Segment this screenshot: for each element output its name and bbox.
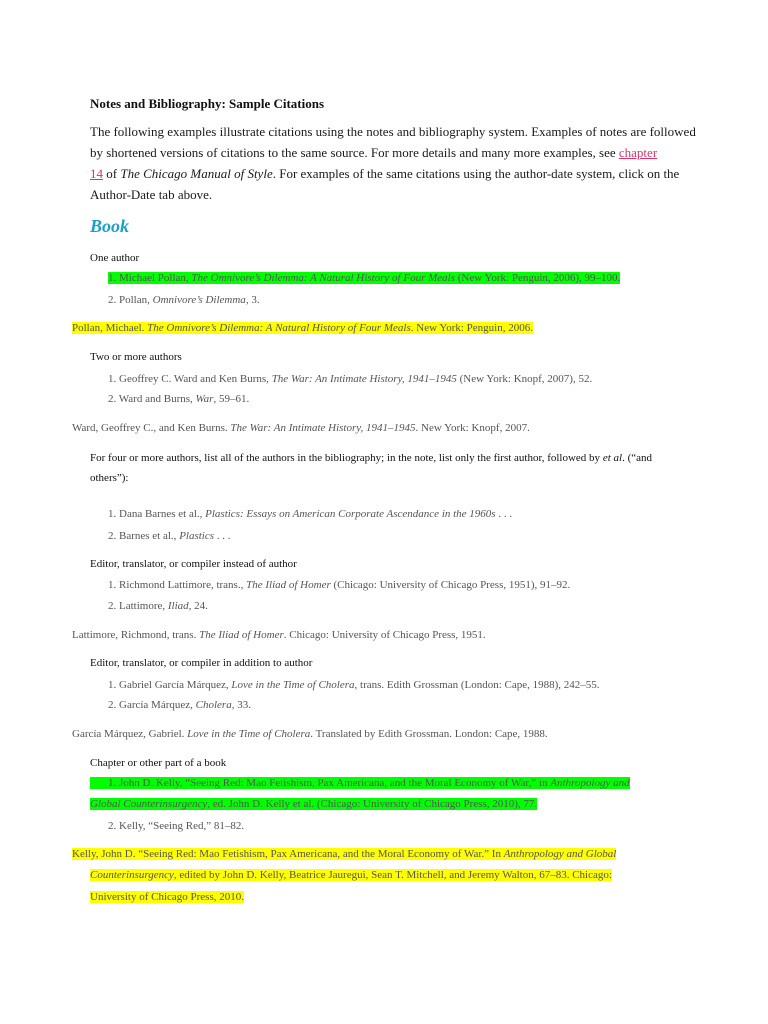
bib-text: Pollan, Michael. [72, 322, 148, 334]
para-text: For four or more authors, list all of the authors in the bibliography; in the note, list only the first author, followed by [90, 452, 603, 464]
highlight-green [90, 798, 537, 810]
note-one-author-2 [108, 294, 260, 306]
note-text: 2. García Márquez, [108, 699, 196, 711]
note-two-authors-2 [108, 393, 249, 405]
intro-of: of [103, 166, 121, 181]
intro-line-2 [90, 145, 657, 161]
bib-text: Kelly, John D. “Seeing Red: Mao Fetishism, Pax Americana, and the Moral Economy of War.” In [72, 848, 504, 860]
bib-text: . Translated by Edith Grossman. London: Cape, 1988. [310, 728, 548, 740]
note-text: 2. Barnes et al., [108, 530, 180, 542]
note-text: 1. John D. Kelly, “Seeing Red: Mao Fetishism, Pax Americana, and the Moral Economy of War,” in [108, 777, 551, 789]
bib-title: Anthropology and Global [503, 848, 617, 860]
bib-chapter-line-3 [90, 891, 244, 903]
intro-text-post: . For examples of the same citations using the author-date system, click on the [272, 166, 680, 181]
note-title: War [195, 393, 214, 405]
note-text: , ed. John D. Kelly et al. (Chicago: University of Chicago Press, 2010), 77. [207, 798, 538, 810]
note-title: Iliad [167, 600, 189, 612]
bib-title: The War: An Intimate History, 1941–1945 [230, 422, 416, 434]
note-editor-2 [108, 600, 208, 612]
bib-two-authors [72, 422, 530, 434]
note-text: , 33. [231, 699, 251, 711]
bib-text: . New York: Knopf, 2007. [415, 422, 530, 434]
note-one-author-1 [108, 272, 620, 284]
bib-title: Love in the Time of Cholera [187, 728, 311, 740]
note-text: 1. Geoffrey C. Ward and Ken Burns, [108, 373, 272, 385]
note-text: 2. Ward and Burns, [108, 393, 196, 405]
bib-text: Ward, Geoffrey C., and Ken Burns. [72, 422, 231, 434]
note-text: , trans. Edith Grossman (London: Cape, 1988), 242–55. [354, 679, 600, 691]
note-title: Plastics [179, 530, 215, 542]
note-text: 1. Gabriel García Márquez, [108, 679, 232, 691]
intro-line-4: Author-Date tab above. [90, 187, 213, 202]
note-text: (New York: Penguin, 2006), 99–100. [455, 272, 621, 284]
note-text: 2. Pollan, [108, 294, 153, 306]
note-text: . . . [495, 508, 513, 520]
note-text: , 59–61. [213, 393, 250, 405]
highlight-yellow [72, 848, 616, 860]
label-chapter: Chapter or other part of a book [90, 757, 227, 769]
para-text: . (“and [622, 452, 652, 464]
note-text: (Chicago: University of Chicago Press, 1951), 91–92. [330, 579, 571, 591]
note-title: The Omnivore’s Dilemma: A Natural History of Four Meals [191, 272, 455, 284]
note-chapter-1-line-2 [90, 798, 537, 810]
note-text: 1. Richmond Lattimore, trans., [108, 579, 247, 591]
note-four-authors-1 [108, 508, 512, 520]
note-title: Plastics: Essays on American Corporate Ascendance in the 1960s [205, 508, 496, 520]
label-one-author: One author [90, 252, 140, 264]
note-editor-1 [108, 579, 570, 591]
chapter-number-link[interactable]: 14 [90, 166, 103, 181]
bib-title: Counterinsurgency [90, 869, 174, 881]
bib-title: The Iliad of Homer [199, 629, 284, 641]
bib-title: The Omnivore’s Dilemma: A Natural History of Four Meals [147, 322, 411, 334]
chapter-link[interactable]: chapter [618, 145, 658, 160]
et-al: et al [602, 452, 623, 464]
bib-text: , edited by John D. Kelly, Beatrice Jauregui, Sean T. Mitchell, and Jeremy Walton, 67–83. Chicago: [173, 869, 612, 881]
four-authors-para-1 [90, 452, 652, 464]
note-title: The Iliad of Homer [246, 579, 331, 591]
note-title: Global Counterinsurgency [90, 798, 208, 810]
four-authors-para-2: others”): [90, 472, 129, 484]
note-text: 2. Lattimore, [108, 600, 168, 612]
bib-editor [72, 629, 486, 641]
note-chapter-1-line-1 [90, 777, 630, 789]
note-text: (New York: Knopf, 2007), 52. [456, 373, 593, 385]
bib-text: Lattimore, Richmond, trans. [72, 629, 200, 641]
highlight-yellow [72, 322, 533, 334]
bib-chapter-line-2 [90, 869, 612, 881]
note-text: 1. Michael Pollan, [108, 272, 192, 284]
note-text: , 3. [245, 294, 260, 306]
note-title: Omnivore’s Dilemma [152, 294, 246, 306]
note-title: Love in the Time of Cholera [231, 679, 355, 691]
note-text: , 24. [188, 600, 208, 612]
note-chapter-2: 2. Kelly, “Seeing Red,” 81–82. [108, 820, 245, 832]
note-text: . . . [214, 530, 231, 542]
note-two-authors-1 [108, 373, 592, 385]
note-title: The War: An Intimate History, 1941–1945 [271, 373, 457, 385]
note-title: Cholera [195, 699, 232, 711]
highlight-green [90, 777, 630, 789]
note-four-authors-2 [108, 530, 231, 542]
highlight-yellow [90, 869, 612, 881]
note-editor-addition-2 [108, 699, 251, 711]
intro-line-3 [90, 166, 679, 182]
note-text: 1. Dana Barnes et al., [108, 508, 206, 520]
intro-line-1: The following examples illustrate citations using the notes and bibliography system. Examples of notes are followed [90, 124, 696, 139]
label-editor: Editor, translator, or compiler instead of author [90, 558, 297, 570]
bib-editor-addition [72, 728, 548, 740]
intro-text: by shortened versions of citations to the same source. For more details and many more examples, see [90, 145, 616, 160]
manual-title: The Chicago Manual of Style [120, 166, 273, 181]
bib-chapter-line-1 [72, 848, 616, 860]
bib-one-author [72, 322, 533, 334]
section-heading-book: Book [90, 216, 130, 236]
highlight-yellow: University of Chicago Press, 2010. [90, 891, 244, 903]
highlight-green [108, 272, 620, 284]
bib-text: García Márquez, Gabriel. [72, 728, 188, 740]
note-editor-addition-1 [108, 679, 600, 691]
note-title: Anthropology and [550, 777, 630, 789]
bib-text: . Chicago: University of Chicago Press, 1951. [283, 629, 486, 641]
page-title: Notes and Bibliography: Sample Citations [90, 96, 325, 111]
bib-text: . New York: Penguin, 2006. [410, 322, 533, 334]
label-two-authors: Two or more authors [90, 351, 182, 363]
label-editor-addition: Editor, translator, or compiler in addition to author [90, 657, 313, 669]
